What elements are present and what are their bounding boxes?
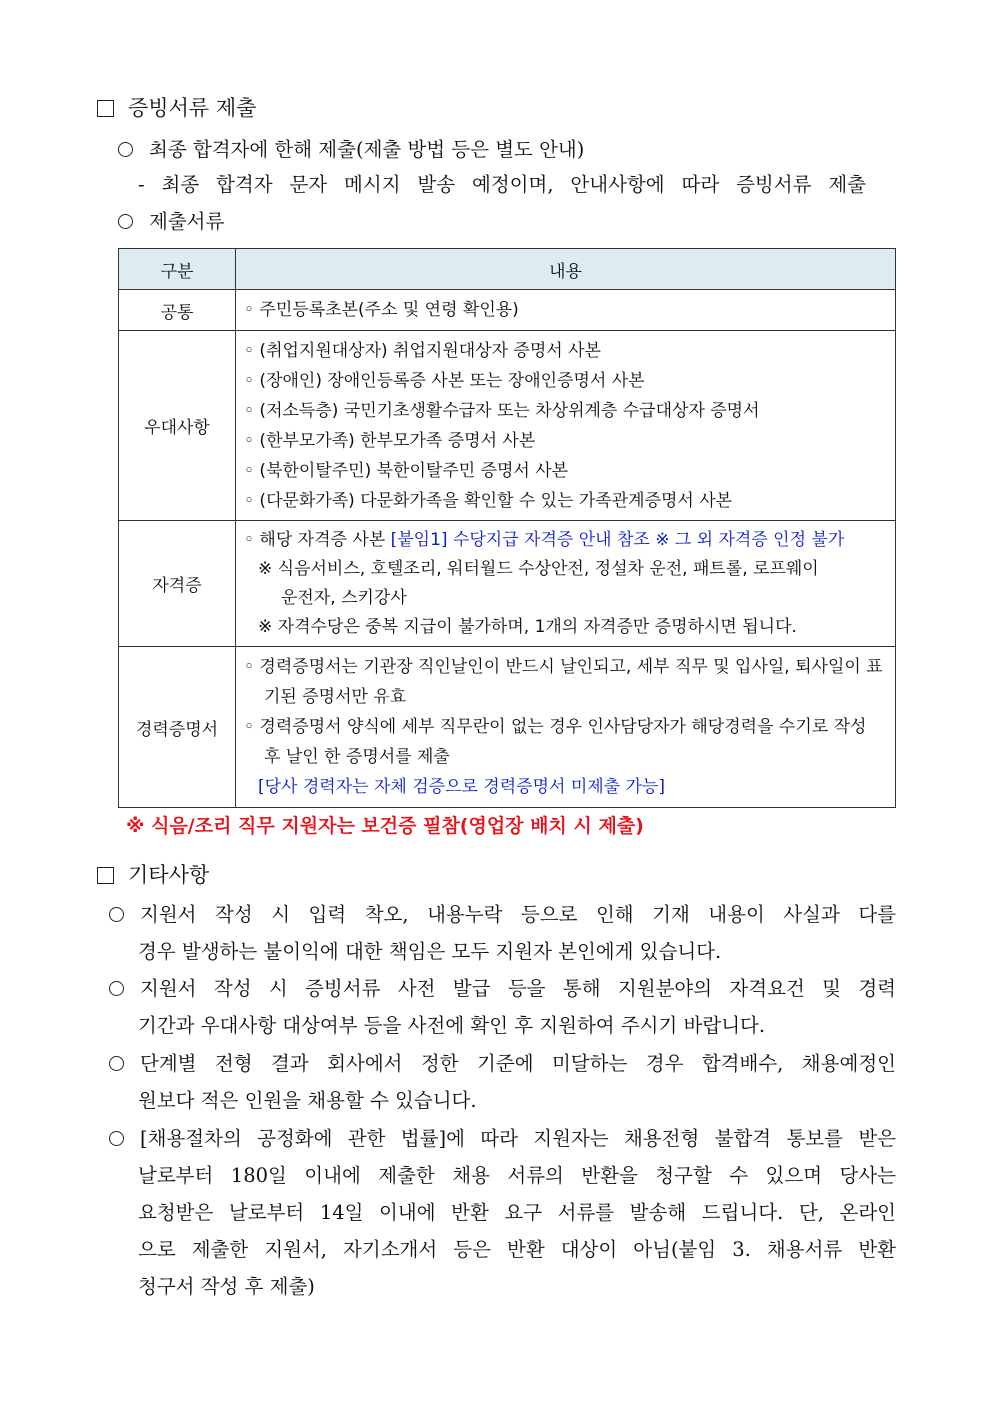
header-category: 구분 <box>119 249 236 290</box>
table-header-row <box>119 249 896 290</box>
row-category: 우대사항 <box>119 331 236 521</box>
note-line: 운전자, 스키강사 <box>281 588 407 608</box>
section-heading-other: 기타사항 <box>97 859 209 889</box>
row-category: 공통 <box>119 290 236 331</box>
health-certificate-note: ※ 식음/조리 직무 지원자는 보건증 필참(영업장 배치 시 제출) <box>126 815 644 837</box>
circle-bullet-icon <box>109 1131 124 1146</box>
list-item: ◦ (한부모가족) 한부모가족 증명서 사본 <box>244 430 536 451</box>
attachment-reference: [붙임1] 수당지급 자격증 안내 참조 ※ 그 외 자격증 인정 불가 <box>390 530 845 550</box>
table-row <box>119 521 896 647</box>
circle-bullet-icon <box>118 142 133 157</box>
square-bullet-icon <box>97 100 114 117</box>
note-line: ※ 식음서비스, 호텔조리, 워터월드 수상안전, 정설차 운전, 패트롤, 로프웨이 <box>258 559 819 579</box>
list-item: ◦ 경력증명서 양식에 세부 직무란이 없는 경우 인사담당자가 해당경력을 수기로 작성 후 날인 한 증명서를 제출 <box>244 717 867 767</box>
paragraph: [채용절차의 공정화에 관한 법률]에 따라 지원자는 채용전형 불합격 통보를 받은 날로부터 180일 이내에 제출한 채용 서류의 반환을 청구할 수 있으며 당사는 요청받은 날로부터 14일 이내에 반환 요구 서류를 발송해 드립니다. 단, 온라인 으로 제출한 지원서, 자기소개서 등은 반환 대상이 아님(붙임 3. 채용서류 반환 청구서 작성 후 제출) <box>109 1120 896 1305</box>
list-item: ◦ (북한이탈주민) 북한이탈주민 증명서 사본 <box>244 460 569 481</box>
list-item: ◦ 주민등록초본(주소 및 연령 확인용) <box>244 300 519 320</box>
square-bullet-icon <box>97 867 114 884</box>
blue-note: [당사 경력자는 자체 검증으로 경력증명서 미제출 가능] <box>258 777 665 797</box>
row-content <box>236 521 896 647</box>
note-line: ※ 자격수당은 중복 지급이 불가하며, 1개의 자격증만 증명하시면 됩니다. <box>258 617 797 637</box>
circle-bullet-icon <box>109 981 124 996</box>
list-item: ◦ 해당 자격증 사본 [붙임1] 수당지급 자격증 안내 참조 ※ 그 외 자격증 인정 불가 <box>244 530 845 550</box>
bullet-documents-list: 제출서류 <box>118 206 224 234</box>
row-category: 경력증명서 <box>119 647 236 808</box>
row-content <box>236 290 896 331</box>
paragraph: 지원서 작성 시 입력 착오, 내용누락 등으로 인해 기재 내용이 사실과 다를 경우 발생하는 불이익에 대한 책임은 모두 지원자 본인에게 있습니다. <box>109 896 896 970</box>
list-item: ◦ (저소득층) 국민기초생활수급자 또는 차상위계층 수급대상자 증명서 <box>244 400 760 421</box>
documents-table <box>118 248 896 808</box>
table-row <box>119 647 896 808</box>
circle-bullet-icon <box>109 907 124 922</box>
row-content <box>236 647 896 808</box>
section-heading-documents: 증빙서류 제출 <box>97 92 256 122</box>
list-item: ◦ (취업지원대상자) 취업지원대상자 증명서 사본 <box>244 340 601 361</box>
circle-bullet-icon <box>118 214 133 229</box>
table-row <box>119 290 896 331</box>
table-row <box>119 331 896 521</box>
list-item: ◦ (장애인) 장애인등록증 사본 또는 장애인증명서 사본 <box>244 370 645 391</box>
row-category: 자격증 <box>119 521 236 647</box>
header-content: 내용 <box>236 249 896 290</box>
paragraph: 단계별 전형 결과 회사에서 정한 기준에 미달하는 경우 합격배수, 채용예정인 원보다 적은 인원을 채용할 수 있습니다. <box>109 1045 896 1119</box>
sub-bullet-sms-notice: - 최종 합격자 문자 메시지 발송 예정이며, 안내사항에 따라 증빙서류 제출 <box>138 173 866 196</box>
list-item: ◦ 경력증명서는 기관장 직인날인이 반드시 날인되고, 세부 직무 및 입사일, 퇴사일이 표기된 증명서만 유효 <box>244 657 883 707</box>
paragraph: 지원서 작성 시 증빙서류 사전 발급 등을 통해 지원분야의 자격요건 및 경력 기간과 우대사항 대상여부 등을 사전에 확인 후 지원하여 주시기 바랍니다. <box>109 970 896 1044</box>
list-item: ◦ (다문화가족) 다문화가족을 확인할 수 있는 가족관계증명서 사본 <box>244 490 733 511</box>
bullet-submission-scope: 최종 합격자에 한해 제출(제출 방법 등은 별도 안내) <box>118 134 584 162</box>
row-content <box>236 331 896 521</box>
circle-bullet-icon <box>109 1056 124 1071</box>
